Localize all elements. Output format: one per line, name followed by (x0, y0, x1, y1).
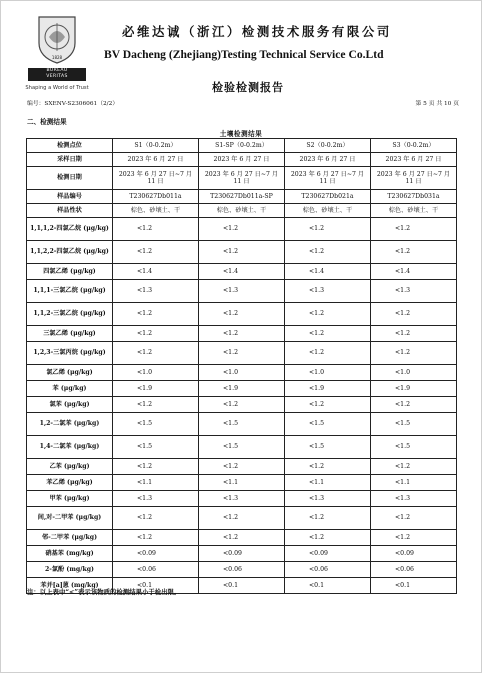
analyte-label: 2-氯酚 (mg/kg) (27, 562, 113, 578)
result-value: <1.2 (285, 342, 371, 365)
company-logo (21, 15, 93, 91)
table-caption: 土壤检测结果 (219, 130, 263, 138)
table-analyte-row (27, 280, 457, 303)
table-analyte-row (27, 365, 457, 381)
analyte-label: 苯 (μg/kg) (27, 381, 113, 397)
result-value: <0.1 (285, 578, 371, 594)
result-value: <1.3 (285, 491, 371, 507)
result-value: <0.06 (285, 562, 371, 578)
result-value: <0.06 (113, 562, 199, 578)
table-analyte-row (27, 530, 457, 546)
result-value: <1.1 (199, 475, 285, 491)
result-value: <1.4 (199, 264, 285, 280)
result-value: <1.2 (371, 218, 457, 241)
result-value: <1.2 (113, 459, 199, 475)
table-cell: 2023 年 6 月 27 日~7 月 11 日 (199, 167, 285, 190)
table-cell: 2023 年 6 月 27 日~7 月 11 日 (371, 167, 457, 190)
result-value: <0.1 (199, 578, 285, 594)
result-value: <1.2 (199, 326, 285, 342)
section-label: 二、检测结果 (27, 118, 67, 126)
logo-line-1: BUREAU (46, 68, 68, 73)
logo-wordmark (28, 68, 86, 81)
table-cell: 2023 年 6 月 27 日~7 月 11 日 (285, 167, 371, 190)
table-cell: S3（0-0.2m） (371, 139, 457, 153)
analyte-label: 氯苯 (μg/kg) (27, 397, 113, 413)
result-value: <1.5 (199, 413, 285, 436)
result-value: <1.2 (285, 459, 371, 475)
table-cell: 棕色、砂壤土、干 (113, 204, 199, 218)
result-value: <1.2 (199, 303, 285, 326)
table-meta-row (27, 204, 457, 218)
result-value: <1.0 (285, 365, 371, 381)
result-value: <1.2 (113, 397, 199, 413)
result-value: <1.5 (199, 436, 285, 459)
table-cell: 棕色、砂壤土、干 (371, 204, 457, 218)
result-value: <1.5 (371, 436, 457, 459)
result-value: <1.1 (285, 475, 371, 491)
analyte-label: 间,对-二甲苯 (μg/kg) (27, 507, 113, 530)
table-analyte-row (27, 546, 457, 562)
analyte-label: 1,1,2-三氯乙烷 (μg/kg) (27, 303, 113, 326)
table-cell: T230627Db011a-SP (199, 190, 285, 204)
bureau-veritas-shield-icon (35, 15, 79, 65)
table-meta-row (27, 139, 457, 153)
result-value: <1.2 (285, 507, 371, 530)
report-number: 编号：SXENV-S2306061（2/2） (27, 101, 119, 107)
result-value: <1.4 (113, 264, 199, 280)
table-analyte-row (27, 397, 457, 413)
row-label: 检测点位 (27, 139, 113, 153)
result-value: <1.5 (285, 413, 371, 436)
table-cell: S2（0-0.2m） (285, 139, 371, 153)
result-value: <1.2 (113, 326, 199, 342)
result-value: <1.2 (199, 342, 285, 365)
table-meta-row (27, 153, 457, 167)
result-value: <0.06 (371, 562, 457, 578)
company-name-cn: 必维达诚（浙江）检测技术服务有限公司 (122, 24, 392, 39)
result-value: <1.2 (113, 342, 199, 365)
analyte-label: 苯乙烯 (μg/kg) (27, 475, 113, 491)
logo-year: 1828 (51, 55, 63, 60)
result-value: <1.1 (371, 475, 457, 491)
table-cell: 2023 年 6 月 27 日 (285, 153, 371, 167)
result-value: <1.2 (371, 507, 457, 530)
result-value: <1.0 (113, 365, 199, 381)
table-analyte-row (27, 264, 457, 280)
analyte-label: 1,4-二氯苯 (μg/kg) (27, 436, 113, 459)
result-value: <0.09 (285, 546, 371, 562)
analyte-label: 四氯乙烯 (μg/kg) (27, 264, 113, 280)
result-value: <0.06 (199, 562, 285, 578)
result-value: <0.1 (371, 578, 457, 594)
result-value: <1.2 (199, 397, 285, 413)
result-value: <1.0 (371, 365, 457, 381)
result-value: <1.2 (285, 326, 371, 342)
analyte-label: 邻-二甲苯 (μg/kg) (27, 530, 113, 546)
result-value: <1.2 (371, 530, 457, 546)
row-label: 样品性状 (27, 204, 113, 218)
table-cell: T230627Db031a (371, 190, 457, 204)
table-cell: 2023 年 6 月 27 日 (199, 153, 285, 167)
result-value: <1.5 (113, 436, 199, 459)
table-cell: 棕色、砂壤土、干 (285, 204, 371, 218)
result-value: <1.9 (371, 381, 457, 397)
footnote: 注：以上表中“<”表示该物质的检测结果小于检出限。 (27, 588, 181, 596)
table-cell: T230627Db021a (285, 190, 371, 204)
analyte-label: 甲苯 (μg/kg) (27, 491, 113, 507)
result-value: <1.1 (113, 475, 199, 491)
result-value: <1.2 (285, 303, 371, 326)
result-value: <1.3 (113, 491, 199, 507)
report-title: 检验检测报告 (212, 81, 284, 94)
result-value: <1.2 (285, 530, 371, 546)
result-value: <1.2 (199, 459, 285, 475)
result-value: <1.3 (371, 491, 457, 507)
result-value: <1.0 (199, 365, 285, 381)
logo-tagline: Shaping a World of Trust (25, 85, 89, 91)
result-value: <1.2 (371, 459, 457, 475)
analyte-label: 苯并[a]蒽 (mg/kg) (27, 578, 113, 594)
result-value: <1.2 (113, 507, 199, 530)
result-value: <1.3 (199, 280, 285, 303)
table-analyte-row (27, 342, 457, 365)
result-value: <1.3 (285, 280, 371, 303)
table-analyte-row (27, 475, 457, 491)
analyte-label: 氯乙烯 (μg/kg) (27, 365, 113, 381)
result-value: <1.2 (113, 303, 199, 326)
analyte-label: 三氯乙烯 (μg/kg) (27, 326, 113, 342)
result-value: <1.2 (285, 397, 371, 413)
analyte-label: 硝基苯 (mg/kg) (27, 546, 113, 562)
result-value: <1.3 (113, 280, 199, 303)
row-label: 样品编号 (27, 190, 113, 204)
analyte-label: 1,1,1,2-四氯乙烷 (μg/kg) (27, 218, 113, 241)
table-analyte-row (27, 241, 457, 264)
result-value: <1.5 (113, 413, 199, 436)
table-analyte-row (27, 436, 457, 459)
table-analyte-row (27, 326, 457, 342)
table-analyte-row (27, 413, 457, 436)
table-analyte-row (27, 562, 457, 578)
result-value: <1.2 (371, 326, 457, 342)
result-value: <1.2 (371, 342, 457, 365)
table-cell: 2023 年 6 月 27 日 (371, 153, 457, 167)
table-analyte-row (27, 459, 457, 475)
logo-line-2: VERITAS (46, 74, 68, 79)
result-value: <1.2 (199, 530, 285, 546)
result-value: <1.4 (371, 264, 457, 280)
result-value: <0.09 (113, 546, 199, 562)
result-value: <1.9 (285, 381, 371, 397)
analyte-label: 1,2-二氯苯 (μg/kg) (27, 413, 113, 436)
table-cell: T230627Db011a (113, 190, 199, 204)
result-value: <1.2 (199, 507, 285, 530)
row-label: 检测日期 (27, 167, 113, 190)
analyte-label: 1,1,2,2-四氯乙烷 (μg/kg) (27, 241, 113, 264)
table-analyte-row (27, 303, 457, 326)
result-value: <1.2 (371, 241, 457, 264)
table-analyte-row (27, 491, 457, 507)
analyte-label: 1,1,1-三氯乙烷 (μg/kg) (27, 280, 113, 303)
result-value: <1.2 (285, 218, 371, 241)
result-value: <1.3 (371, 280, 457, 303)
company-name-en: BV Dacheng (Zhejiang)Testing Technical Service Co.Ltd (104, 48, 384, 61)
analyte-label: 乙苯 (μg/kg) (27, 459, 113, 475)
result-value: <0.09 (371, 546, 457, 562)
soil-results-table (26, 138, 457, 594)
row-label: 采样日期 (27, 153, 113, 167)
table-cell: 棕色、砂壤土、干 (199, 204, 285, 218)
table-cell: 2023 年 6 月 27 日 (113, 153, 199, 167)
analyte-label: 1,2,3-三氯丙烷 (μg/kg) (27, 342, 113, 365)
table-analyte-row (27, 218, 457, 241)
result-value: <1.2 (285, 241, 371, 264)
result-value: <1.5 (285, 436, 371, 459)
result-value: <1.9 (199, 381, 285, 397)
result-value: <1.2 (199, 218, 285, 241)
result-value: <1.2 (199, 241, 285, 264)
result-value: <0.09 (199, 546, 285, 562)
result-value: <1.2 (371, 303, 457, 326)
result-value: <1.9 (113, 381, 199, 397)
result-value: <1.3 (199, 491, 285, 507)
result-value: <1.2 (113, 218, 199, 241)
result-value: <1.2 (113, 241, 199, 264)
result-value: <1.5 (371, 413, 457, 436)
result-value: <1.2 (113, 530, 199, 546)
table-analyte-row (27, 381, 457, 397)
result-value: <0.1 (113, 578, 199, 594)
table-meta-row (27, 190, 457, 204)
table-cell: S1（0-0.2m） (113, 139, 199, 153)
result-value: <1.2 (371, 397, 457, 413)
table-cell: 2023 年 6 月 27 日~7 月 11 日 (113, 167, 199, 190)
page-number: 第 5 页 共 10 页 (415, 101, 459, 107)
table-cell: S1-SP（0-0.2m） (199, 139, 285, 153)
table-meta-row (27, 167, 457, 190)
result-value: <1.4 (285, 264, 371, 280)
table-analyte-row (27, 507, 457, 530)
